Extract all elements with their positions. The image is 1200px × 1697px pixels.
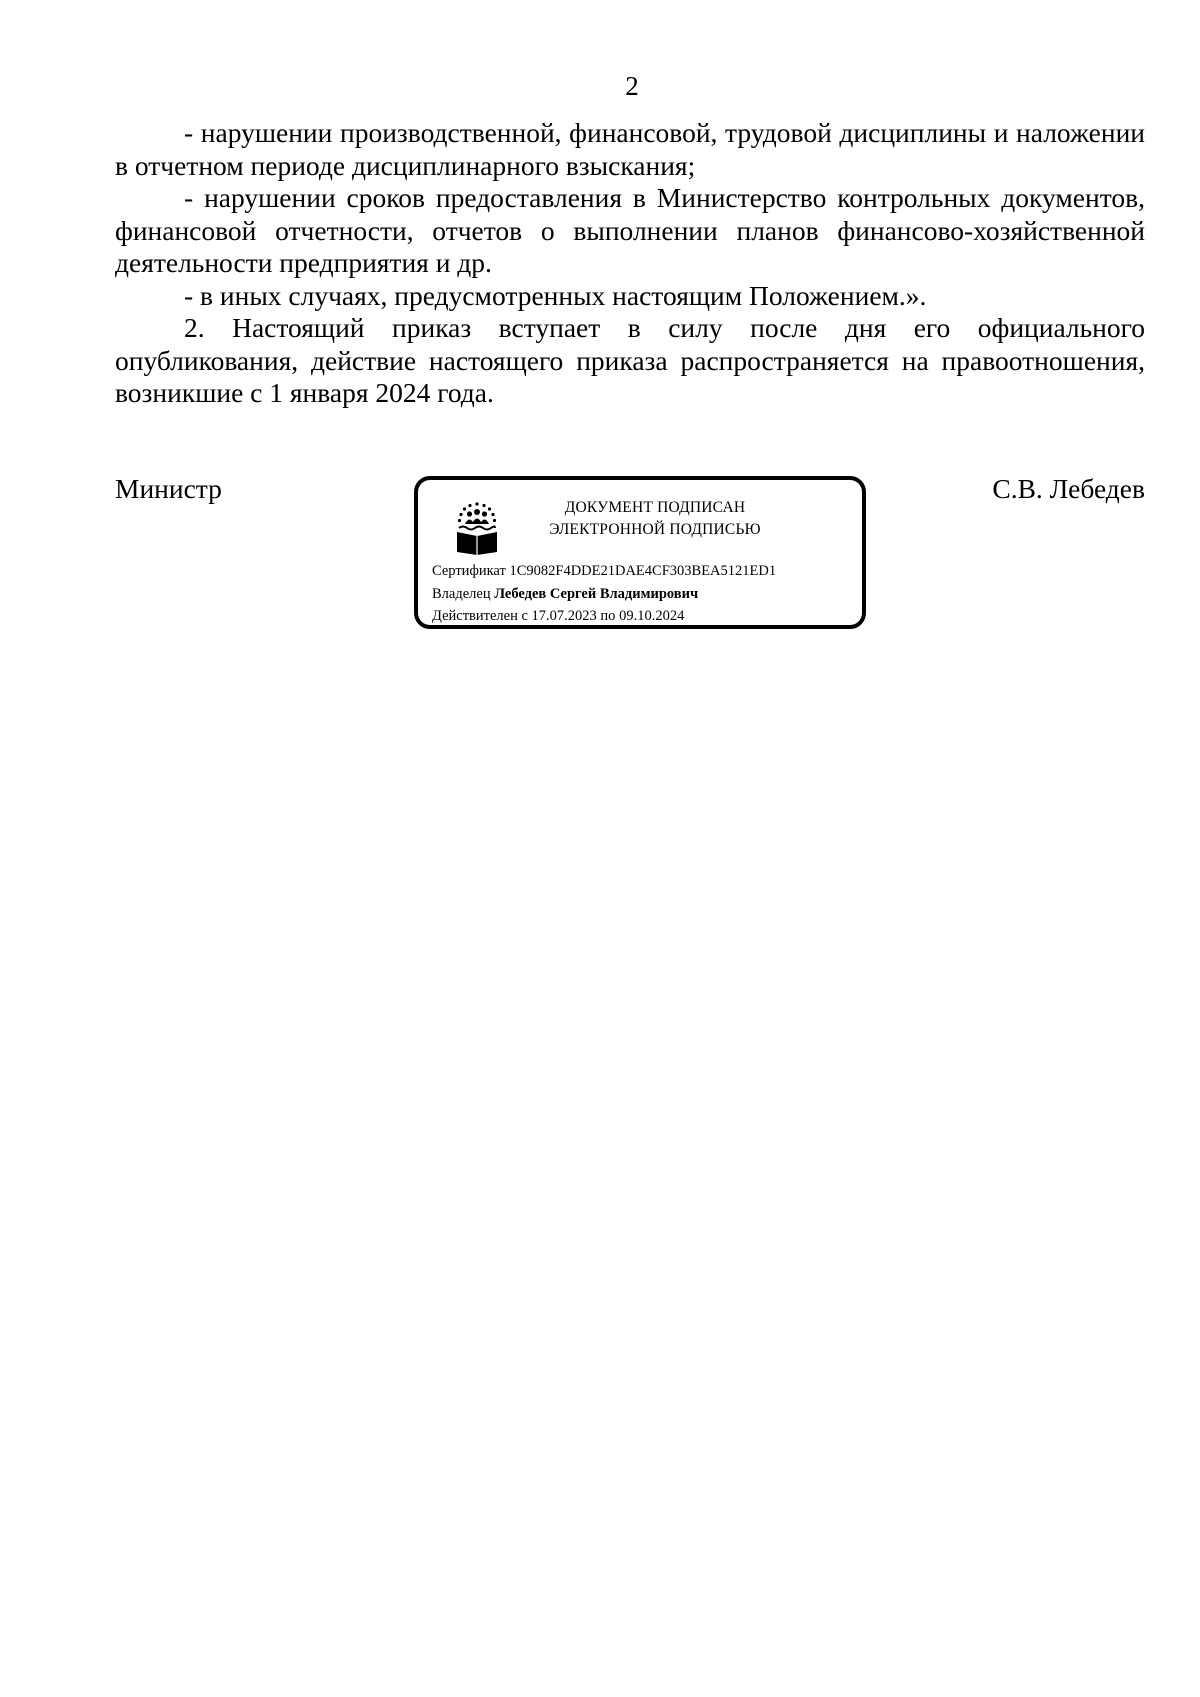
stamp-validity-line xyxy=(432,606,684,626)
valid-from: 17.07.2023 xyxy=(531,608,597,624)
page-number: 2 xyxy=(625,71,639,101)
stamp-heading-line-1: ДОКУМЕНТ ПОДПИСАН xyxy=(564,499,746,516)
paragraph-other-cases: - в иных случаях, предусмотренных настоящим Положением.». xyxy=(184,279,927,311)
valid-label: Действителен с xyxy=(432,608,528,624)
stamp-owner-line xyxy=(432,584,698,604)
stamp-heading-line-2: ЭЛЕКТРОННОЙ ПОДПИСЬЮ xyxy=(549,521,761,538)
stamp-heading xyxy=(530,497,780,541)
document-body xyxy=(115,117,1145,410)
owner-value: Лебедев Сергей Владимирович xyxy=(494,586,699,602)
stamp-certificate-line xyxy=(432,561,776,581)
certificate-label: Сертификат xyxy=(432,563,506,579)
certificate-value: 1C9082F4DDE21DAE4CF303BEA5121ED1 xyxy=(509,563,777,579)
signer-position: Министр xyxy=(115,473,222,504)
paragraph-effective-date: 2. Настоящий приказ вступает в силу после дня его официального опубликования, действие настоящего приказа распространяется на правоотношения, возникшие с 1 января 2024 года. xyxy=(115,312,1145,408)
signer-name: С.В. Лебедев xyxy=(992,473,1145,504)
paragraph-discipline-violation: - нарушении производственной, финансовой, трудовой дисциплины и наложении в отчетном периоде дисциплинарного взыскания; xyxy=(115,117,1145,181)
electronic-signature-stamp xyxy=(414,476,866,629)
valid-to: 09.10.2024 xyxy=(619,608,685,624)
owner-label: Владелец xyxy=(432,586,491,602)
coat-of-arms-icon xyxy=(451,500,503,556)
signature-block xyxy=(115,473,1145,643)
valid-to-label: по xyxy=(600,608,616,624)
paragraph-reporting-deadlines: - нарушении сроков предоставления в Министерство контрольных документов, финансовой отчетности, отчетов о выполнении планов финансово-хозяйственной деятельности предприятия и др. xyxy=(115,182,1145,278)
